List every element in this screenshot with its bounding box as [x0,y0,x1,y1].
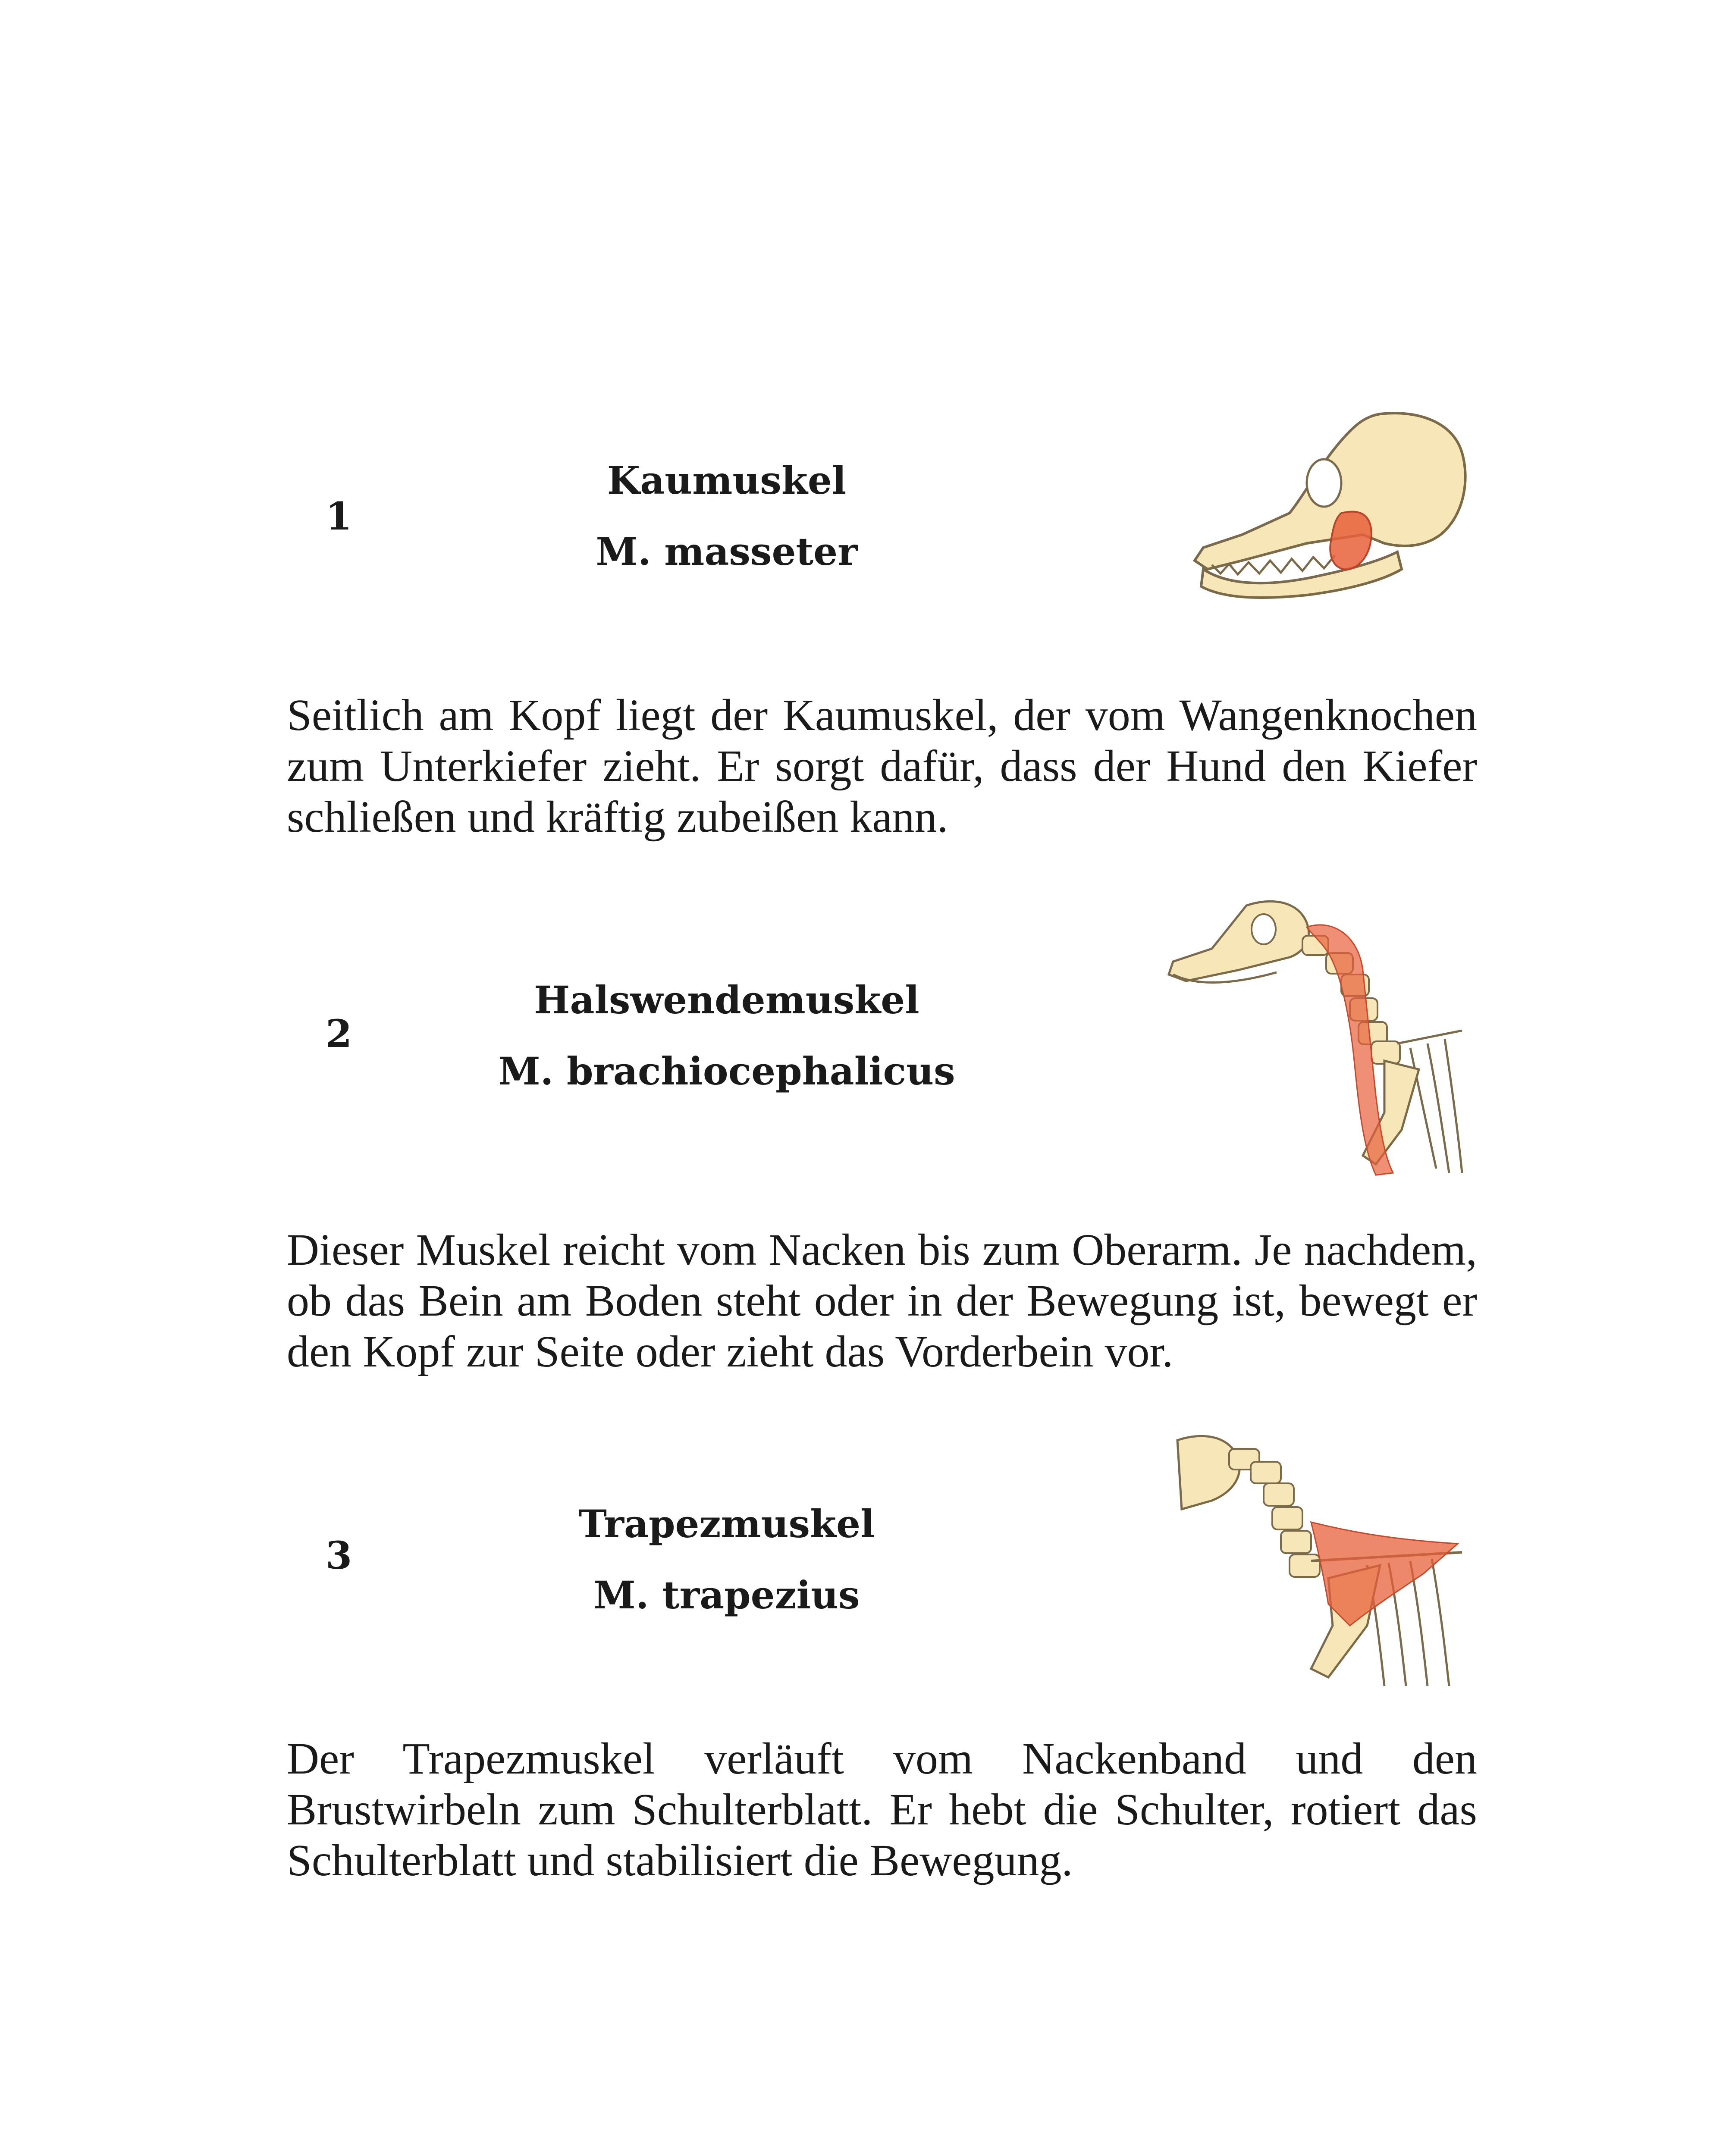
section-number: 2 [326,1011,352,1056]
section-description: Dieser Muskel reicht vom Nacken bis zum Oberarm. Je nachdem, ob das Bein am Boden steht oder in der Bewegung ist, bewegt er den Kopf zur Seite oder zieht das Vorderbein vor. [287,1225,1477,1376]
section-title: Kaumuskel [607,458,847,503]
dog-skeleton-brachiocephalicus-icon [1160,888,1471,1190]
section-title: Halswendemuskel [534,978,919,1022]
section-description: Der Trapezmuskel verläuft vom Nackenband und den Brustwirbeln zum Schulterblatt. Er hebt die Schulter, rotiert das Schulterblatt und stabilisiert die Bewegung. [287,1734,1477,1885]
section-latin-name: M. trapezius [593,1573,860,1617]
section-description: Seitlich am Kopf liegt der Kaumuskel, der vom Wangenknochen zum Unterkiefer zieht. Er sorgt dafür, dass der Hund den Kiefer schließen und kräftig zubeißen kann. [287,690,1477,842]
section-number: 3 [326,1533,352,1578]
section-latin-name: M. brachiocephalicus [498,1049,955,1094]
section-latin-name: M. masseter [596,529,858,574]
section-number: 1 [326,494,352,539]
section-title: Trapezmuskel [578,1501,875,1546]
dog-skeleton-trapezius-icon [1164,1423,1466,1690]
dog-skull-masseter-icon [1177,405,1479,612]
